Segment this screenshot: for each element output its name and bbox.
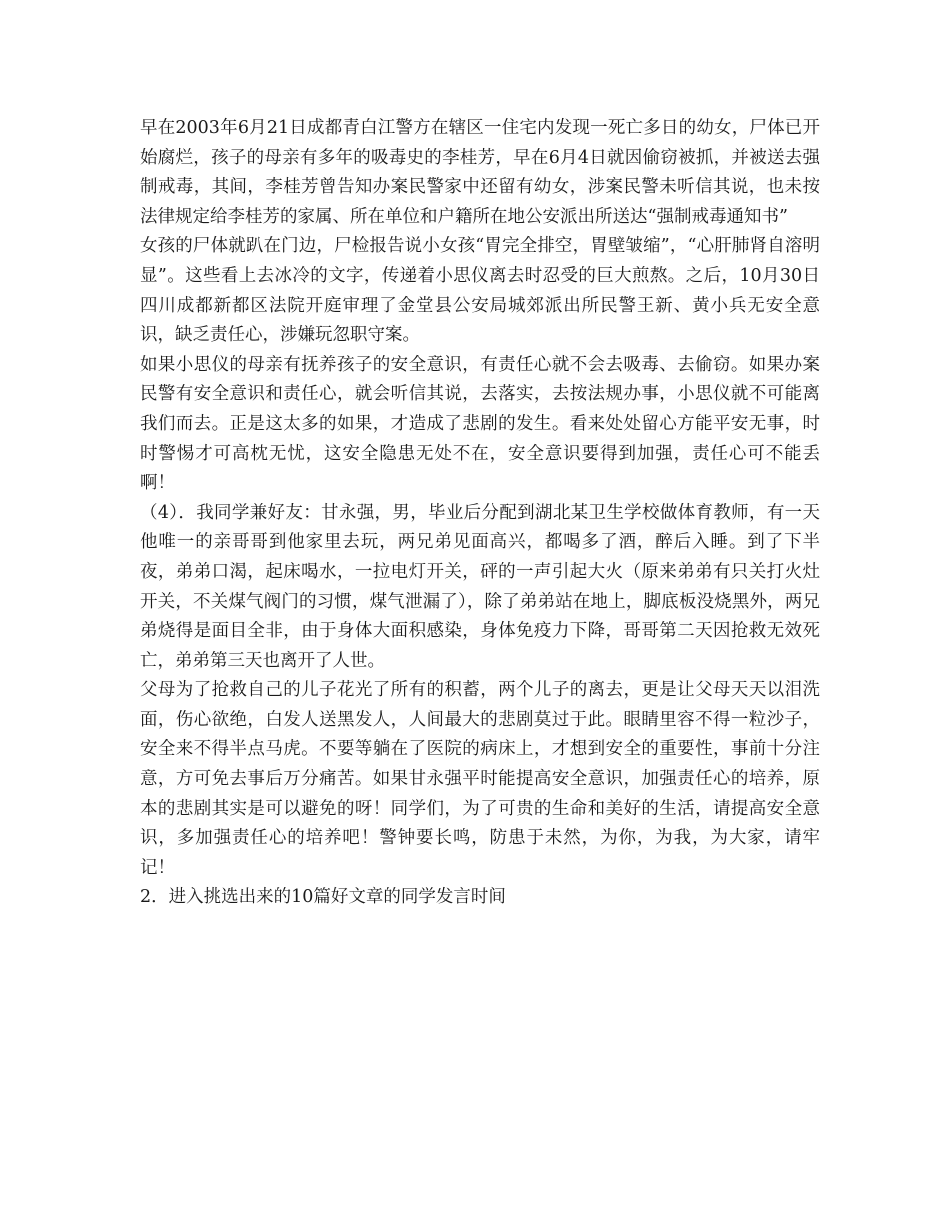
paragraph-autopsy-trial: 女孩的尸体就趴在门边，尸检报告说小女孩“胃完全排空，胃壁皱缩”，“心肝肺肾自溶明显”。这些看上去冰冷的文字，传递着小思仪离去时忍受的巨大煎熬。之后，10月30日四川成都新都区法院开庭审理了金堂县公安局城郊派出所民警王新、黄小兵无安全意识，缺乏责任心，涉嫌玩忽职守案。 <box>140 236 820 346</box>
paragraph-reflection: 如果小思仪的母亲有抚养孩子的安全意识，有责任心就不会去吸毒、去偷窃。如果办案民警有安全意识和责任心，就会听信其说，去落实，去按法规办事，小思仪就不可能离我们而去。正是这太多的如果，才造成了悲剧的发生。看来处处留心方能平安无事，时时警惕才可高枕无忧，这安全隐患无处不在，安全意识要得到加强，责任心可不能丢啊！ <box>140 354 820 494</box>
paragraph-case-qingbaijiang: 早在2003年6月21日成都青白江警方在辖区一住宅内发现一死亡多日的幼女，尸体已开始腐烂，孩子的母亲有多年的吸毒史的李桂芳，早在6月4日就因偷窃被抓，并被送去强制戒毒，其间，李桂芳曾告知办案民警家中还留有幼女，涉案民警未听信其说，也未按法律规定给李桂芳的家属、所在单位和户籍所在地公安派出所送达“强制戒毒通知书” <box>140 118 820 227</box>
paragraph-parents: 父母为了抢救自己的儿子花光了所有的积蓄，两个儿子的离去，更是让父母天天以泪洗面，伤心欲绝，白发人送黑发人，人间最大的悲剧莫过于此。眼睛里容不得一粒沙子，安全来不得半点马虎。不要等躺在了医院的病床上，才想到安全的重要性，事前十分注意，方可免去事后万分痛苦。如果甘永强平时能提高安全意识，加强责任心的培养，原本的悲剧其实是可以避免的呀！同学们，为了可贵的生命和美好的生活，请提高安全意识，多加强责任心的培养吧！警钟要长鸣，防患于未然，为你，为我，为大家，请牢记！ <box>140 680 820 878</box>
paragraph-case-4: （4）．我同学兼好友：甘永强，男，毕业后分配到湖北某卫生学校做体育教师，有一天他唯一的亲哥哥到他家里去玩，两兄弟见面高兴，都喝多了酒，醉后入睡。到了下半夜，弟弟口渴，起床喝水，一拉电灯开关，砰的一声引起大火（原来弟弟有只关打火灶开关，不关煤气阀门的习惯，煤气泄漏了），除了弟弟站在地上，脚底板没烧黑外，两兄弟烧得是面目全非，由于身体大面积感染，身体免疫力下降，哥哥第二天因抢救无效死亡，弟弟第三天也离开了人世。 <box>140 502 820 671</box>
document-body <box>140 114 820 913</box>
paragraph-section-2: 2．进入挑选出来的10篇好文章的同学发言时间 <box>140 887 506 908</box>
